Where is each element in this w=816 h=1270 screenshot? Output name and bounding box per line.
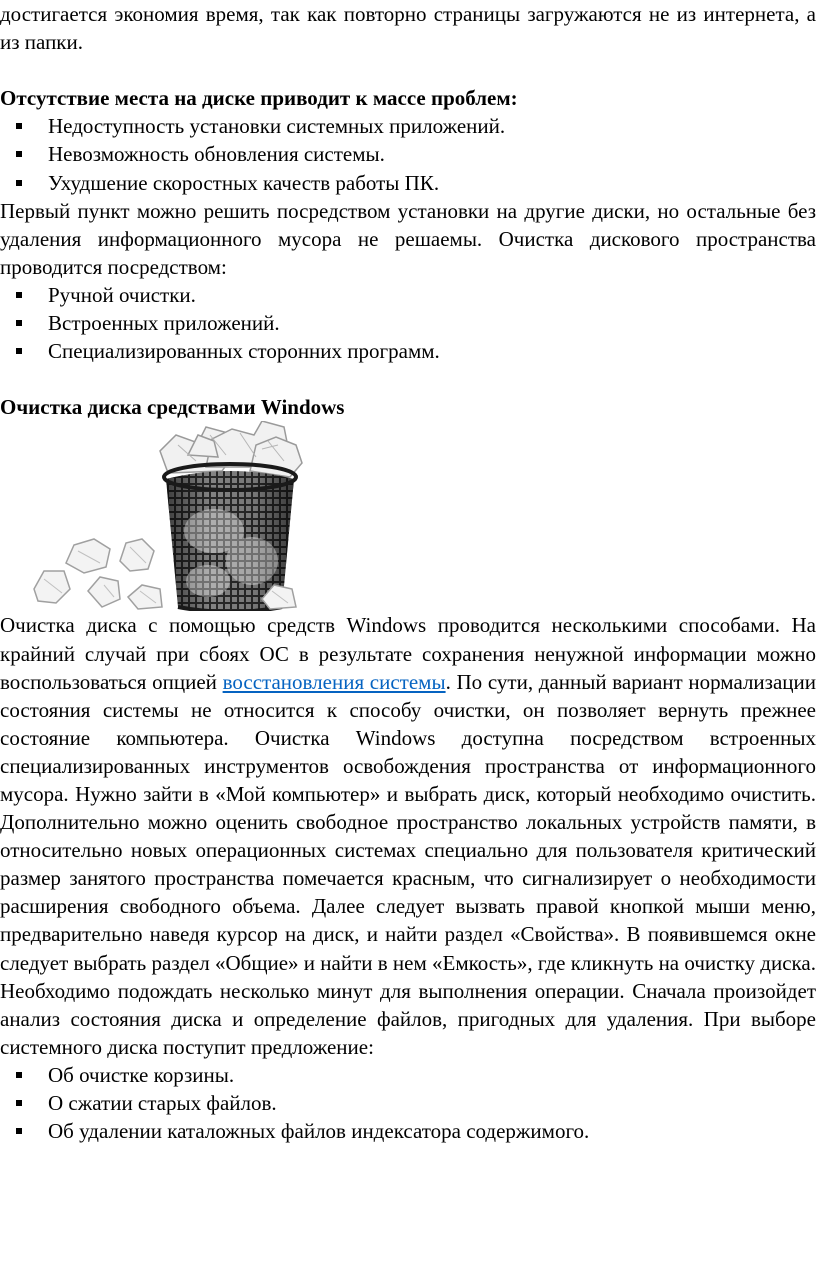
wastebasket-with-crumpled-paper-icon (0, 421, 816, 611)
square-bullet-icon (16, 123, 22, 129)
square-bullet-icon (16, 292, 22, 298)
list-item: О сжатии старых файлов. (0, 1089, 816, 1117)
cleanup-methods-list (0, 281, 816, 365)
problems-list (0, 112, 816, 196)
list-item: Встроенных приложений. (0, 309, 816, 337)
problems-heading: Отсутствие места на диске приводит к массе проблем: (0, 86, 518, 111)
square-bullet-icon (16, 348, 22, 354)
list-item: Ухудшение скоростных качеств работы ПК. (0, 169, 816, 197)
windows-section-heading: Очистка диска средствами Windows (0, 395, 345, 420)
square-bullet-icon (16, 1100, 22, 1106)
system-restore-link[interactable]: восстановления системы (222, 669, 446, 694)
blank-line (0, 365, 816, 393)
square-bullet-icon (16, 320, 22, 326)
list-item: Об очистке корзины. (0, 1061, 816, 1089)
list-item: Невозможность обновления системы. (0, 140, 816, 168)
list-item: Об удалении каталожных файлов индексатора содержимого. (0, 1117, 816, 1145)
list-item: Специализированных сторонних программ. (0, 337, 816, 365)
blank-line (0, 56, 816, 84)
offer-options-list (0, 1061, 816, 1145)
square-bullet-icon (16, 180, 22, 186)
windows-cleanup-paragraph: Очистка диска с помощью средств Windows проводится несколькими способами. На крайний случай при сбоях ОС в результате сохранения ненужной информации можно воспользоваться опцией восстановления системы. По сути, данный вариант нормализации состояния системы не относится к способу очистки, он позволяет вернуть прежнее состояние компьютера. Очистка Windows доступна посредством встроенных специализированных инструментов освобождения пространства от информационного мусора. Нужно зайти в «Мой компьютер» и выбрать диск, который необходимо очистить. Дополнительно можно оценить свободное пространство локальных устройств памяти, в относительно новых операционных системах специально для пользователя критический размер занятого пространства помечается красным, что сигнализирует о необходимости расширения свободного объема. Далее следует вызвать правой кнопкой мыши меню, предварительно наведя курсор на диск, и найти раздел «Свойства». В появившемся окне следует выбрать раздел «Общие» и найти в нем «Емкость», где кликнуть на очистку диска. Необходимо подождать несколько минут для выполнения операции. Сначала произойдет анализ состояния диска и определение файлов, пригодных для удаления. При выборе системного диска поступит предложение: (0, 613, 816, 1059)
square-bullet-icon (16, 1128, 22, 1134)
cleanup-paragraph: Первый пункт можно решить посредством установки на другие диски, но остальные без удаления информационного мусора не решаемы. Очистка дискового пространства проводится посредством: (0, 198, 816, 279)
square-bullet-icon (16, 1072, 22, 1078)
wastebasket-illustration (0, 421, 816, 611)
intro-paragraph: достигается экономия время, так как повторно страницы загружаются не из интернета, а из папки. (0, 2, 816, 55)
square-bullet-icon (16, 151, 22, 157)
list-item: Ручной очистки. (0, 281, 816, 309)
list-item: Недоступность установки системных приложений. (0, 112, 816, 140)
